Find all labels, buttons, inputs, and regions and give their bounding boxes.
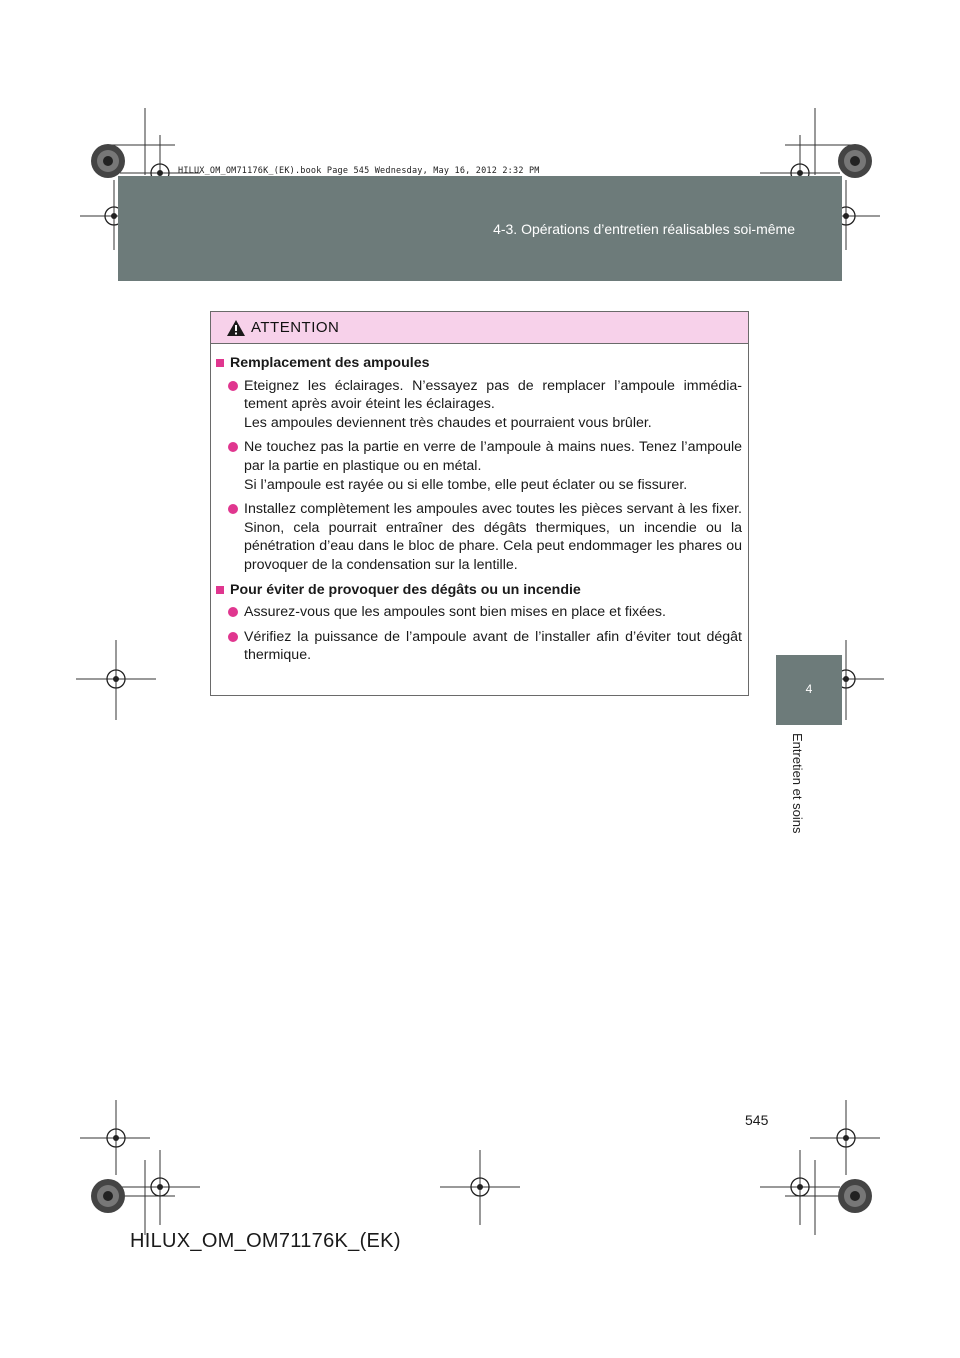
list-item [216, 500, 742, 574]
circle-bullet-icon [228, 632, 238, 642]
bullet-text: Vérifiez la puissance de l’ampoule avant de l’installer afin d’éviter tout dégât thermique. [244, 628, 742, 664]
circle-bullet-icon [228, 504, 238, 514]
bullet-text: Eteignez les éclairages. N’essayez pas de remplacer l’ampoule immédia-tement après avoir éteint les éclairages. [244, 377, 742, 413]
list-item [216, 438, 742, 494]
circle-bullet-icon [228, 381, 238, 391]
section-heading: Remplacement des ampoules [216, 354, 742, 373]
section-title: 4-3. Opérations d’entretien réalisables soi-même [493, 221, 795, 237]
warning-triangle-icon [226, 319, 246, 337]
circle-bullet-icon [228, 442, 238, 452]
circle-bullet-icon [228, 607, 238, 617]
square-bullet-icon [216, 359, 224, 367]
list-item [216, 377, 742, 433]
square-bullet-icon [216, 586, 224, 594]
bullet-text: Assurez-vous que les ampoules sont bien mises en place et fixées. [244, 604, 666, 621]
page-number: 545 [745, 1112, 769, 1128]
warning-body [211, 344, 748, 665]
file-stamp: HILUX_OM_OM71176K_(EK).book Page 545 Wednesday, May 16, 2012 2:32 PM [178, 166, 540, 176]
bullet-text: Ne touchez pas la partie en verre de l’ampoule à mains nues. Tenez l’ampoule par la partie en plastique ou en métal. [244, 439, 742, 474]
warning-title: ATTENTION [251, 319, 340, 336]
chapter-label: Entretien et soins [790, 733, 805, 834]
bullet-text: Installez complètement les ampoules avec toutes les pièces servant à les fixer. Sinon, cela pourrait entraîner des dégâts thermiques, un incendie ou la pénétration d’eau dans le bloc de phare. Cela peut endommager les phares ou provoquer de la condensation sur la lentille. [244, 501, 742, 573]
warning-box [210, 311, 749, 696]
list-item [216, 603, 742, 622]
section-heading: Pour éviter de provoquer des dégâts ou un incendie [216, 581, 742, 600]
list-item [216, 628, 742, 665]
chapter-number: 4 [805, 682, 813, 696]
bullet-text: Si l’ampoule est rayée ou si elle tombe, elle peut éclater ou se fissurer. [244, 476, 688, 493]
warning-header [211, 312, 748, 344]
footer-code: HILUX_OM_OM71176K_(EK) [130, 1230, 401, 1252]
bullet-text: Les ampoules deviennent très chaudes et pourraient vous brûler. [244, 414, 652, 431]
chapter-tab [776, 655, 842, 725]
